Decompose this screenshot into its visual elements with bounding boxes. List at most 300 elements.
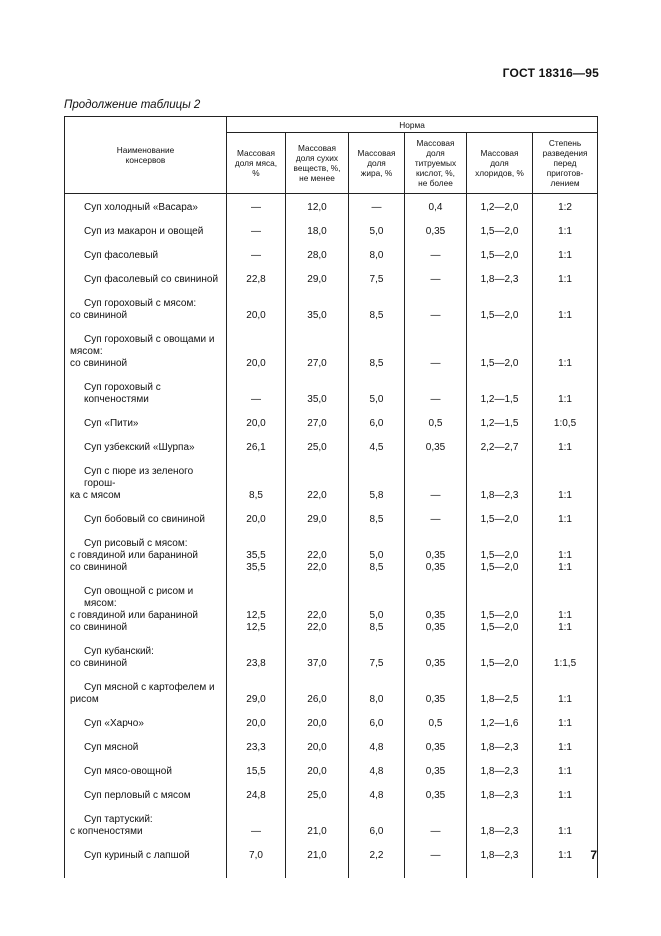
- value-cell: [286, 754, 349, 778]
- value-cell: [467, 670, 533, 706]
- text-line: 0,5: [428, 718, 443, 729]
- text-line: Суп фасолевый со свининой: [84, 274, 219, 285]
- text-line: 6,0: [369, 718, 384, 729]
- value-cell: [349, 634, 405, 670]
- text-line: —: [251, 226, 261, 237]
- text-line: 1,5—2,0: [480, 250, 519, 261]
- text-line: 15,5: [246, 766, 266, 777]
- text-line: —: [430, 358, 441, 369]
- text-line: 35,0: [307, 310, 327, 321]
- text-line: —: [430, 310, 441, 321]
- value-cell: [349, 502, 405, 526]
- text-line: Суп бобовый со свининой: [84, 514, 205, 525]
- value-cell: [533, 670, 598, 706]
- text-line: 5,0: [369, 226, 384, 237]
- table-row: [65, 238, 598, 262]
- value-cell: [405, 430, 467, 454]
- text-line: 1,8—2,3: [480, 274, 519, 285]
- text-line: Суп гороховый с овощами и: [84, 334, 215, 345]
- text-line: 8,5: [369, 514, 384, 525]
- value-cell: [286, 574, 349, 634]
- value-cell: [286, 730, 349, 754]
- value-cell: [405, 706, 467, 730]
- text-line: 35,5: [246, 562, 266, 573]
- text-line: Массовая: [297, 143, 337, 153]
- text-line: 1,5—2,0: [480, 622, 519, 633]
- text-line: 1,5—2,0: [480, 310, 519, 321]
- text-line: доля: [367, 158, 386, 168]
- text-line: с говядиной или бараниной: [70, 610, 198, 621]
- value-cell: [405, 502, 467, 526]
- text-line: Суп мясной: [84, 742, 139, 753]
- text-line: 1,2—1,5: [480, 418, 519, 429]
- text-line: 0,35: [425, 742, 446, 753]
- value-cell: [349, 430, 405, 454]
- product-name: [65, 430, 227, 454]
- text-line: 0,35: [425, 442, 446, 453]
- text-line: 0,35: [425, 766, 446, 777]
- value-cell: [405, 574, 467, 634]
- table-row: [65, 286, 598, 322]
- value-cell: [227, 406, 286, 430]
- text-line: —: [251, 202, 261, 213]
- table-row: [65, 526, 598, 574]
- value-cell: [227, 670, 286, 706]
- text-line: Суп мясной с картофелем и: [84, 682, 215, 693]
- value-cell: [467, 706, 533, 730]
- value-cell: [349, 706, 405, 730]
- text-line: 22,0: [307, 490, 327, 501]
- value-cell: [405, 802, 467, 838]
- text-line: 4,8: [369, 766, 384, 777]
- value-cell: [533, 574, 598, 634]
- product-name: [65, 670, 227, 706]
- text-line: Суп с пюре из зеленого горош-: [84, 466, 194, 489]
- text-line: не менее: [299, 173, 335, 183]
- text-line: 1,2—1,5: [480, 394, 519, 405]
- value-cell: [286, 406, 349, 430]
- value-cell: [533, 214, 598, 238]
- column-header: [405, 133, 467, 194]
- text-line: 1,5—2,0: [480, 562, 519, 573]
- text-line: 1,5—2,0: [480, 610, 519, 621]
- value-cell: [533, 406, 598, 430]
- text-line: не более: [418, 178, 453, 188]
- text-line: со свининой: [70, 622, 128, 633]
- text-line: 8,0: [369, 250, 384, 261]
- value-cell: [227, 838, 286, 878]
- value-cell: [286, 670, 349, 706]
- value-cell: [405, 214, 467, 238]
- table-row: [65, 706, 598, 730]
- text-line: 1:1: [558, 766, 572, 777]
- product-name: [65, 730, 227, 754]
- text-line: —: [430, 850, 441, 861]
- value-cell: [467, 262, 533, 286]
- value-cell: [349, 200, 405, 214]
- text-line: 1,8—2,3: [480, 850, 519, 861]
- value-cell: [405, 634, 467, 670]
- text-line: Массовая: [480, 148, 519, 158]
- value-cell: [533, 454, 598, 502]
- value-cell: [227, 430, 286, 454]
- value-cell: [349, 670, 405, 706]
- text-line: лением: [550, 178, 580, 188]
- norms-table: [64, 116, 598, 878]
- value-cell: [286, 634, 349, 670]
- product-name: [65, 838, 227, 878]
- text-line: 8,5: [369, 562, 384, 573]
- value-cell: [405, 778, 467, 802]
- value-cell: [533, 262, 598, 286]
- text-line: —: [251, 250, 261, 261]
- text-line: —: [251, 826, 261, 837]
- text-line: 1:1: [558, 694, 572, 705]
- value-cell: [405, 286, 467, 322]
- table-row: [65, 670, 598, 706]
- text-line: 29,0: [246, 694, 266, 705]
- text-line: 24,8: [246, 790, 266, 801]
- text-line: Суп кубанский:: [84, 646, 154, 657]
- table-row: [65, 778, 598, 802]
- text-line: 20,0: [307, 718, 327, 729]
- text-line: Массовая: [416, 138, 455, 148]
- text-line: 1,5—2,0: [480, 550, 519, 561]
- value-cell: [349, 802, 405, 838]
- table-row: [65, 634, 598, 670]
- text-line: 1:1: [558, 490, 572, 501]
- text-line: Суп «Пити»: [84, 418, 139, 429]
- product-name: [65, 526, 227, 574]
- value-cell: [349, 838, 405, 878]
- value-cell: [227, 778, 286, 802]
- value-cell: [349, 754, 405, 778]
- value-cell: [349, 406, 405, 430]
- text-line: 20,0: [307, 766, 327, 777]
- product-name: [65, 214, 227, 238]
- text-line: Массовая: [357, 148, 396, 158]
- text-line: 1,8—2,3: [480, 742, 519, 753]
- value-cell: [467, 730, 533, 754]
- product-name: [65, 502, 227, 526]
- value-cell: [349, 214, 405, 238]
- product-name: [65, 634, 227, 670]
- text-line: 20,0: [246, 310, 266, 321]
- value-cell: [349, 370, 405, 406]
- text-line: 1:1: [558, 550, 572, 561]
- text-line: 5,0: [369, 610, 384, 621]
- text-line: доля: [490, 158, 509, 168]
- text-line: 1:1: [558, 310, 572, 321]
- product-name: [65, 406, 227, 430]
- text-line: со свининой: [70, 310, 128, 321]
- text-line: —: [371, 202, 382, 213]
- value-cell: [349, 574, 405, 634]
- value-cell: [405, 406, 467, 430]
- value-cell: [405, 526, 467, 574]
- text-line: 35,0: [307, 394, 327, 405]
- text-line: 25,0: [307, 442, 327, 453]
- text-line: мясом:: [70, 346, 103, 357]
- product-name: [65, 286, 227, 322]
- table-row: [65, 200, 598, 214]
- value-cell: [286, 370, 349, 406]
- text-line: 12,5: [246, 622, 266, 633]
- text-line: 20,0: [246, 514, 266, 525]
- text-line: 27,0: [307, 418, 327, 429]
- text-line: 12,5: [246, 610, 266, 621]
- text-line: 1:1: [558, 742, 572, 753]
- text-line: —: [251, 394, 261, 405]
- text-line: 8,5: [369, 622, 384, 633]
- value-cell: [227, 322, 286, 370]
- value-cell: [467, 802, 533, 838]
- table-row: [65, 430, 598, 454]
- text-line: 1:1: [558, 826, 572, 837]
- text-line: 1:1,5: [553, 658, 577, 669]
- text-line: 20,0: [246, 418, 266, 429]
- text-line: —: [430, 490, 441, 501]
- value-cell: [349, 286, 405, 322]
- text-line: 1:1: [558, 442, 572, 453]
- value-cell: [405, 754, 467, 778]
- text-line: 5,0: [369, 394, 384, 405]
- text-line: 12,0: [307, 202, 327, 213]
- value-cell: [349, 454, 405, 502]
- value-cell: [467, 238, 533, 262]
- value-cell: [227, 634, 286, 670]
- value-cell: [227, 238, 286, 262]
- value-cell: [467, 322, 533, 370]
- column-header: [533, 133, 598, 194]
- table-row: [65, 322, 598, 370]
- value-cell: [286, 286, 349, 322]
- text-line: 1:1: [558, 250, 572, 261]
- table-row: [65, 838, 598, 878]
- text-line: 0,35: [425, 610, 446, 621]
- value-cell: [533, 370, 598, 406]
- text-line: 0,35: [425, 790, 446, 801]
- value-cell: [533, 502, 598, 526]
- table-row: [65, 454, 598, 502]
- text-line: %: [252, 168, 260, 178]
- value-cell: [533, 526, 598, 574]
- column-header: [467, 133, 533, 194]
- text-line: Суп холодный «Васара»: [84, 202, 198, 213]
- text-line: 27,0: [307, 358, 327, 369]
- value-cell: [533, 754, 598, 778]
- text-line: —: [430, 514, 441, 525]
- text-line: 6,0: [369, 418, 384, 429]
- value-cell: [286, 778, 349, 802]
- value-cell: [467, 286, 533, 322]
- text-line: 8,5: [249, 490, 263, 501]
- value-cell: [349, 262, 405, 286]
- value-cell: [227, 526, 286, 574]
- text-line: 8,5: [369, 358, 384, 369]
- product-name: [65, 754, 227, 778]
- table-row: [65, 502, 598, 526]
- text-line: 23,8: [246, 658, 266, 669]
- value-cell: [286, 454, 349, 502]
- text-line: 5,8: [369, 490, 384, 501]
- text-line: со свининой: [70, 358, 128, 369]
- value-cell: [467, 370, 533, 406]
- text-line: 7,0: [249, 850, 263, 861]
- text-line: —: [430, 274, 441, 285]
- value-cell: [349, 526, 405, 574]
- value-cell: [227, 502, 286, 526]
- value-cell: [467, 754, 533, 778]
- page-number: 7: [590, 848, 597, 862]
- text-line: 21,0: [307, 850, 327, 861]
- value-cell: [405, 730, 467, 754]
- value-cell: [405, 200, 467, 214]
- text-line: доля сухих: [295, 153, 339, 163]
- value-cell: [227, 802, 286, 838]
- table-row: [65, 574, 598, 634]
- text-line: 22,0: [307, 622, 327, 633]
- text-line: 0,35: [425, 550, 446, 561]
- product-name: [65, 778, 227, 802]
- value-cell: [227, 370, 286, 406]
- text-line: Суп перловый с мясом: [84, 790, 191, 801]
- product-name: [65, 454, 227, 502]
- value-cell: [227, 454, 286, 502]
- text-line: Суп мясо-овощной: [84, 766, 172, 777]
- text-line: 1:1: [558, 718, 572, 729]
- product-name: [65, 370, 227, 406]
- text-line: жира, %: [360, 168, 393, 178]
- text-line: титруемых: [414, 158, 457, 168]
- text-line: 28,0: [307, 250, 327, 261]
- text-line: с копченостями: [70, 826, 143, 837]
- value-cell: [286, 802, 349, 838]
- value-cell: [467, 454, 533, 502]
- table-row: [65, 802, 598, 838]
- text-line: 1,5—2,0: [480, 514, 519, 525]
- value-cell: [533, 730, 598, 754]
- value-cell: [227, 574, 286, 634]
- text-line: 2,2—2,7: [480, 442, 519, 453]
- text-line: 8,0: [369, 694, 384, 705]
- value-cell: [467, 838, 533, 878]
- table-row: [65, 214, 598, 238]
- value-cell: [349, 238, 405, 262]
- text-line: Суп узбекский «Шурпа»: [84, 442, 195, 453]
- text-line: доля мяса,: [234, 158, 278, 168]
- table-row: [65, 406, 598, 430]
- text-line: 0,35: [425, 694, 446, 705]
- value-cell: [227, 754, 286, 778]
- value-cell: [227, 262, 286, 286]
- value-cell: [467, 778, 533, 802]
- text-line: 25,0: [307, 790, 327, 801]
- text-line: —: [430, 394, 441, 405]
- text-line: 1:1: [558, 358, 572, 369]
- text-line: 0,35: [425, 658, 446, 669]
- value-cell: [286, 526, 349, 574]
- text-line: Суп тартуский:: [84, 814, 153, 825]
- text-line: 1,5—2,0: [480, 226, 519, 237]
- text-line: 5,0: [369, 550, 384, 561]
- text-line: 1:1: [558, 610, 572, 621]
- text-line: перед: [553, 158, 577, 168]
- text-line: 26,1: [246, 442, 266, 453]
- value-cell: [405, 262, 467, 286]
- value-cell: [533, 634, 598, 670]
- text-line: 29,0: [307, 274, 327, 285]
- text-line: 6,0: [369, 826, 384, 837]
- value-cell: [405, 670, 467, 706]
- text-line: 1,8—2,3: [480, 766, 519, 777]
- text-line: хлоридов, %: [475, 168, 524, 178]
- text-line: 1:2: [558, 202, 572, 213]
- value-cell: [467, 406, 533, 430]
- text-line: 21,0: [307, 826, 327, 837]
- value-cell: [349, 322, 405, 370]
- value-cell: [405, 838, 467, 878]
- product-name: [65, 574, 227, 634]
- text-line: 1:1: [558, 562, 572, 573]
- text-line: 1,2—1,6: [480, 718, 519, 729]
- value-cell: [286, 262, 349, 286]
- text-line: 20,0: [246, 718, 266, 729]
- text-line: 1:1: [558, 274, 572, 285]
- text-line: 20,0: [246, 358, 266, 369]
- text-line: разведения: [542, 148, 588, 158]
- value-cell: [286, 502, 349, 526]
- value-cell: [405, 454, 467, 502]
- text-line: —: [430, 250, 441, 261]
- text-line: 4,8: [369, 742, 384, 753]
- value-cell: [467, 214, 533, 238]
- text-line: кислот, %,: [416, 168, 455, 178]
- value-cell: [349, 778, 405, 802]
- text-line: Суп гороховый с мясом:: [84, 298, 197, 309]
- text-line: веществ, %,: [293, 163, 341, 173]
- value-cell: [467, 430, 533, 454]
- text-line: 7,5: [369, 658, 384, 669]
- value-cell: [286, 200, 349, 214]
- table-row: [65, 754, 598, 778]
- text-line: 8,5: [369, 310, 384, 321]
- header-name: [65, 117, 227, 194]
- text-line: 0,5: [428, 418, 443, 429]
- value-cell: [286, 238, 349, 262]
- text-line: рисом: [70, 694, 99, 705]
- text-line: Суп «Харчо»: [84, 718, 144, 729]
- value-cell: [227, 214, 286, 238]
- text-line: 18,0: [307, 226, 327, 237]
- value-cell: [467, 634, 533, 670]
- value-cell: [227, 706, 286, 730]
- column-header: [286, 133, 349, 194]
- text-line: 4,5: [369, 442, 384, 453]
- value-cell: [533, 802, 598, 838]
- value-cell: [227, 200, 286, 214]
- text-line: 1:1: [558, 394, 572, 405]
- text-line: 0,35: [425, 226, 446, 237]
- value-cell: [405, 322, 467, 370]
- text-line: 1:1: [558, 514, 572, 525]
- text-line: 1,8—2,3: [480, 490, 519, 501]
- text-line: 0,35: [425, 562, 446, 573]
- text-line: 0,4: [428, 202, 443, 213]
- text-line: доля: [426, 148, 445, 158]
- column-header: [227, 133, 286, 194]
- value-cell: [405, 370, 467, 406]
